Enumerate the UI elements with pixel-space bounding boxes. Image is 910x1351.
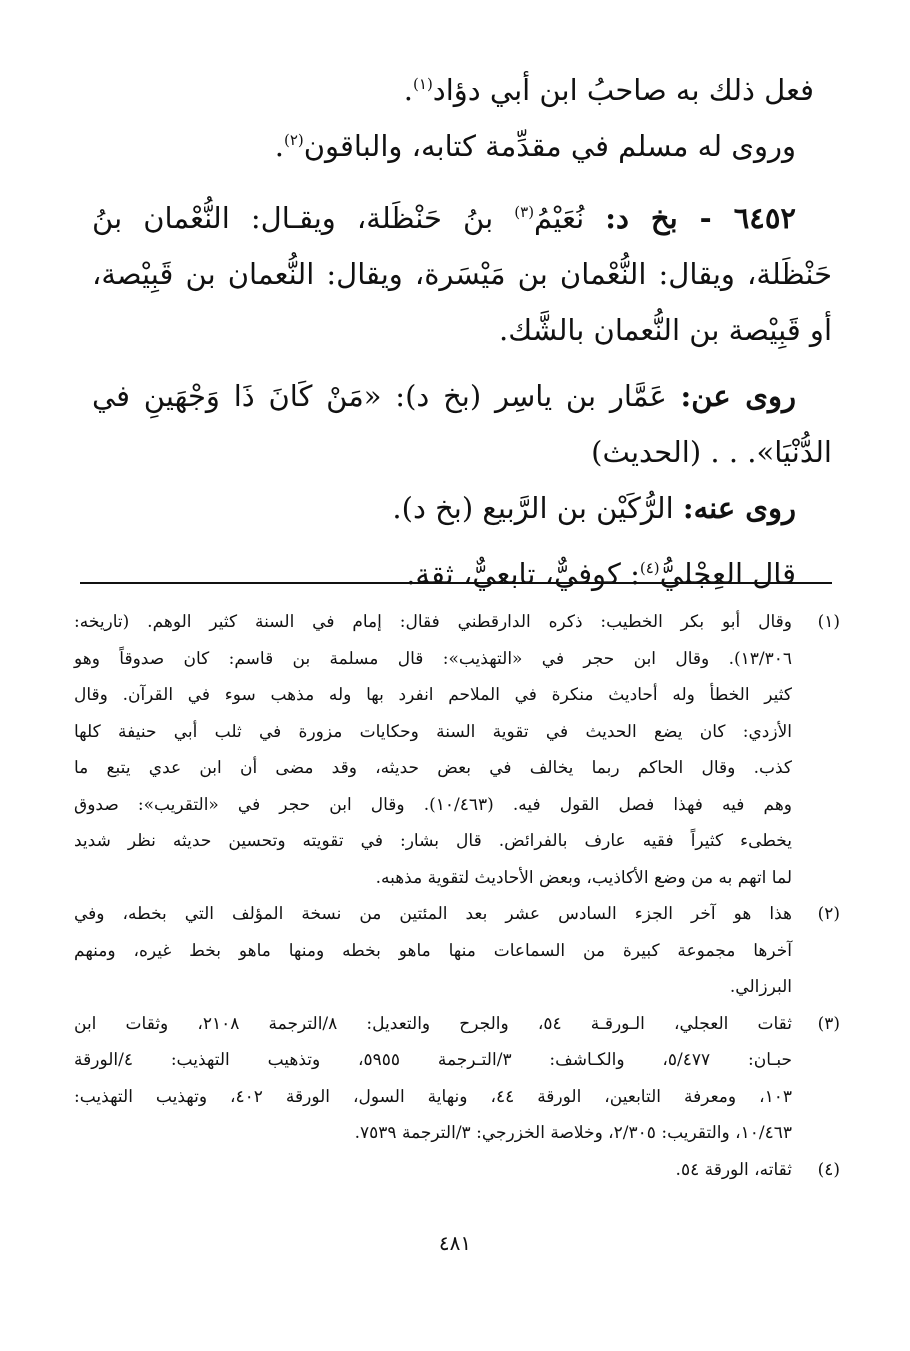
riwa-anhu-text: الرُّكَيْن بن الرَّبيع (بخ د).: [392, 491, 674, 525]
riwa-anhu-line: [92, 480, 832, 536]
footnote-ref-4: (٤): [639, 559, 660, 577]
riwa-an-text-1: عَمَّار بن ياسِر (بخ د): «مَنْ كَانَ ذَا وَجْهَينِ في: [92, 379, 667, 413]
main-text: [92, 62, 832, 602]
footnote-separator: [80, 582, 832, 584]
footnote-1-line: وقال أبو بكر الخطيب: ذكره الدارقطني فقال: إمام في السنة كثير الوهم. (تاريخه:: [74, 612, 792, 632]
footnote-3-number: (٣): [817, 1013, 840, 1034]
footnote-2-number: (٢): [817, 904, 840, 924]
footnote-4: [74, 1152, 840, 1189]
entry-name: نُعَيْمُ: [534, 201, 585, 235]
qal-text: قال العِجْليُّ: [659, 557, 796, 591]
qal-rest: : كوفيٌّ، تابعيٌّ، ثقة.: [406, 557, 640, 591]
footnote-1-line: لما اتهم به من وضع الأكاذيب، وبعض الأحاديث لتقوية مذهبه.: [375, 867, 792, 888]
footnote-2-line: هذا هو آخر الجزء السادس عشر بعد المئتين من نسخة المؤلف التي بخطه، وفي: [74, 904, 792, 924]
footnote-2-line: آخرها مجموعة كبيرة من السماعات منها ماهو بخطه ومنها ماهو بخط غيره، ومنهم: [74, 940, 792, 961]
entry-line-1: [92, 190, 832, 246]
entry-line-3: أو قَبِيْصة بن النُّعمان بالشَّك.: [499, 313, 832, 347]
footnote-1-number: (١): [817, 612, 840, 632]
intro-line-1-end: .: [403, 73, 414, 107]
footnote-ref-2: (٢): [283, 131, 304, 149]
footnote-3-line: ثقات العجلي، الـورقـة ٥٤، والجرح والتعديل: ٨/الترجمة ٢١٠٨، وثقات ابن: [74, 1013, 792, 1034]
page-number: ٤٨١: [438, 1231, 472, 1255]
footnote-1-line: كثير الخطأ وله أحاديث منكرة في الملاحم انفرد بها وله مذهب سوء في القرآن. وقال: [74, 685, 792, 705]
footnote-2-line: البرزالي.: [729, 977, 792, 997]
footnote-3-line: ١٠/٤٦٣، والتقريب: ٢/٣٠٥، وخلاصة الخزرجي: ٣/الترجمة ٧٥٣٩.: [354, 1123, 792, 1143]
qal-line: [92, 546, 832, 602]
footnote-1-line: يخطىء كثيراً فقيه عارف بالفرائض. قال بشار: في تقويته وتحسين حديثه نظر شديد: [74, 831, 792, 851]
intro-line-2-end: .: [274, 129, 284, 163]
riwa-an-line-2: الدُّنْيَا». . . (الحديث): [591, 435, 832, 469]
footnotes: [74, 604, 840, 1188]
intro-line-1-text: فعل ذلك به صاحبُ ابن أبي دؤاد: [432, 73, 814, 107]
footnote-ref-3: (٣): [514, 203, 535, 221]
footnote-3-line: ١٠٣، ومعرفة التابعين، الورقة ٤٤، ونهاية السول، الورقة ٤٠٢، وتهذيب التهذيب:: [74, 1086, 792, 1107]
intro-line-1: [92, 62, 832, 118]
footnote-4-line: ثقاته، الورقة ٥٤.: [675, 1159, 792, 1180]
entry-line-2: حَنْظَلة، ويقال: النُّعْمان بن مَيْسَرة، ويقال: النُّعمان بن قَبِيْصة،: [92, 257, 832, 291]
footnote-ref-1: (١): [413, 75, 433, 93]
footnote-1-line: ١٣/٣٠٦). وقال ابن حجر في «التهذيب»: قال مسلمة بن قاسم: كان صدوقاً وهو: [74, 648, 792, 669]
footnote-1: [74, 604, 840, 896]
footnote-1-line: الأزدي: كان يضع الحديث في تقوية السنة وحكايات مزورة في ثلب أبي حنيفة كلها: [74, 721, 792, 742]
riwa-anhu-label: روى عنه:: [682, 491, 796, 525]
footnote-3-line: حبـان: ٥/٤٧٧، والكـاشف: ٣/التـرجمة ٥٩٥٥، وتذهيب التهذيب: ٤/الورقة: [74, 1050, 792, 1070]
riwa-an-line-1: [92, 368, 832, 424]
footnote-4-number: (٤): [817, 1159, 840, 1180]
entry-line-1-rest: بنُ حَنْظَلة، ويقـال: النُّعْمان بنُ: [92, 201, 494, 235]
riwa-an-label: روى عن:: [680, 379, 796, 413]
footnote-3: [74, 1006, 840, 1152]
intro-line-2-text: وروى له مسلم في مقدِّمة كتابه، والباقون: [303, 129, 796, 163]
footnote-2: [74, 896, 840, 1006]
intro-line-2: [92, 118, 832, 174]
entry-number: ٦٤٥٢ - بخ د:: [605, 201, 796, 235]
footnote-1-line: كذب. وقال الحاكم ربما يخالف في بعض حديثه، وقد مضى أن ابن عدي يتبع ما: [74, 758, 792, 778]
footnote-1-line: وهم فيه فهذا فصل القول فيه. (١٠/٤٦٣). وقال ابن حجر في «التقريب»: صدوق: [74, 794, 792, 815]
